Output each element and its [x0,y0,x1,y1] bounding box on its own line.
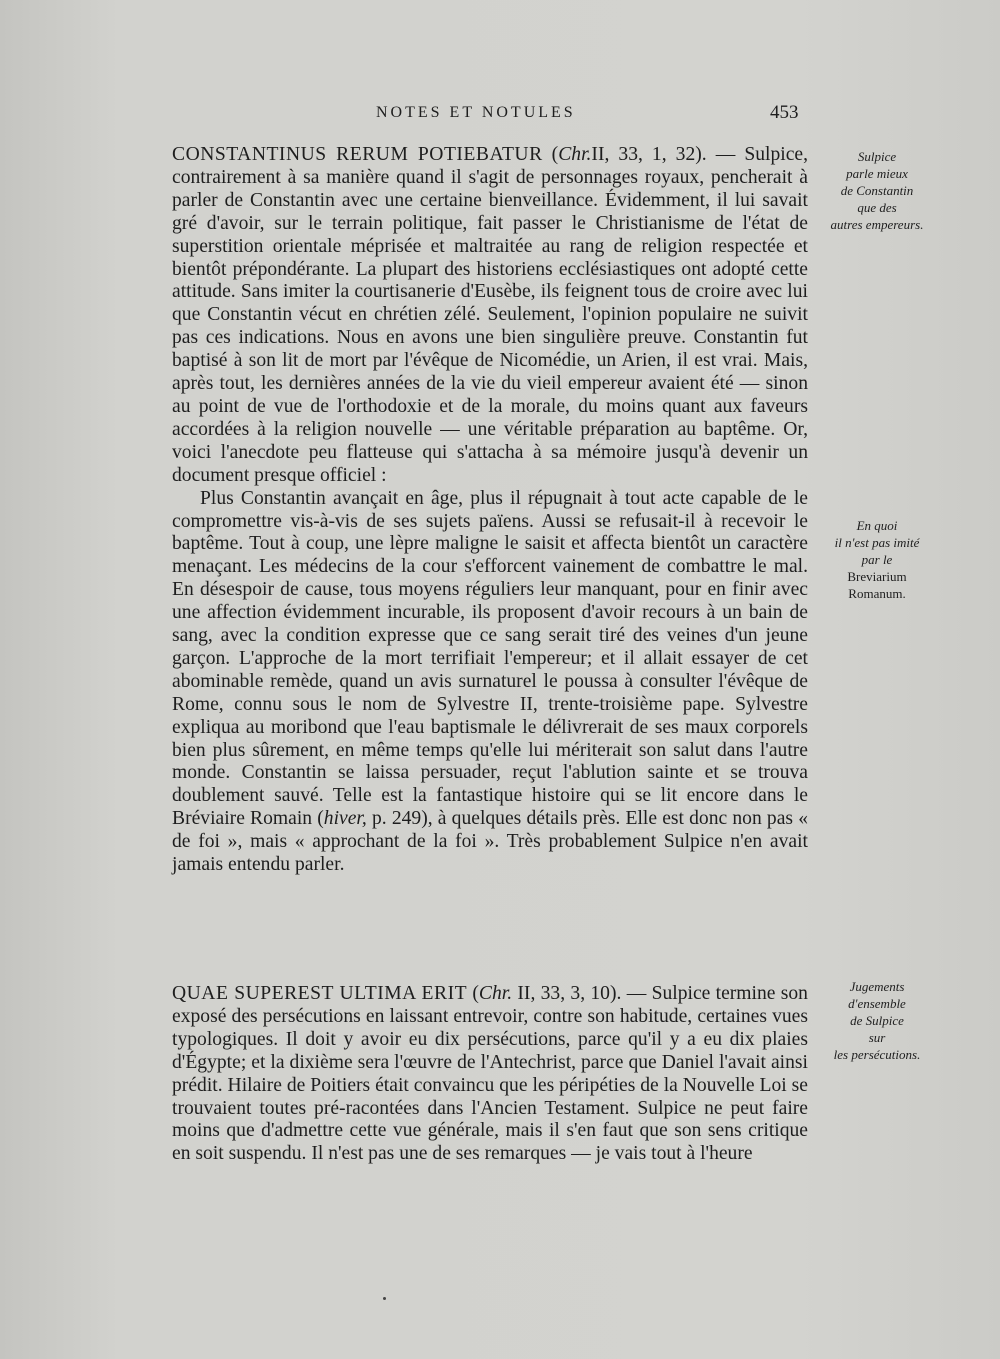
paragraph-text: p. 249), à quelques détails près. Elle est donc non pas « de foi », mais « approchant de la foi ». Très probablement Sulpice n'en avait jamais entendu parler. [172,808,808,876]
ref-abbrev: Chr. [478,983,513,1004]
margin-note-line: Breviarium [847,569,907,584]
margin-note-line: de Sulpice [850,1013,904,1028]
lemma-heading: QUAE SUPEREST ULTIMA ERIT [172,983,468,1004]
margin-note-line: d'ensemble [848,996,906,1011]
ref-abbrev: Chr. [558,144,592,165]
ref-open: ( [467,983,479,1004]
margin-note-sulpice-constantin [812,148,942,233]
margin-note-line: les persécutions. [833,1047,921,1062]
paragraph [172,144,808,488]
margin-note-line: sur [868,1030,886,1045]
paragraph-text: Plus Constantin avançait en âge, plus il répugnait à tout acte capable de le compromettre vis-à-vis de ses sujets païens. Aussi se refusait-il à recevoir le baptême. Tout à coup, une lèpre maligne le saisit et affecta bientôt un caractère menaçant. Les médecins de la cour s'efforcent vainement de combattre le mal. En désespoir de cause, tous moyens réguliers leur manquant, pour en finir avec une affection évidemment incurable, ils proposent d'avoir recours à un bain de sang, avec la condition expresse que ce sang serait tiré des veines d'un jeune garçon. L'approche de la mort terrifiait l'empereur; et il allait essayer de cet abominable remède, quand un avis surnaturel le poussa à consulter l'évêque de Rome, connu sous le nom de Sylvestre II, trente-troisième pape. Sylvestre expliqua au moribond que l'eau baptismale le délivrerait de ses maux corporels bien plus sûrement, en même temps qu'elle lui mériterait son salut dans l'autre monde. Constantin se laissa persuader, reçut l'ablution sainte et se trouva doublement sauvé. Telle est la fantastique histoire qui se lit encore dans le Bréviaire Romain ( [172,487,808,830]
margin-note-line: Jugements [849,979,905,994]
margin-note-line: Sulpice [857,149,897,164]
italic-word: hiver, [323,808,367,830]
margin-note-line: il n'est pas imité [834,535,920,550]
paragraph [172,488,808,877]
paragraph [172,983,808,1166]
margin-note-line: parle mieux [846,166,908,181]
section-constantinus [172,144,808,877]
section-quae-superest [172,983,808,1166]
running-head: NOTES ET NOTULES [376,104,576,121]
paragraph-text: II, 33, 1, 32). — Sulpice, contrairement à sa manière quand il s'agit de personnages royaux, pencherait à parler de Constantin avec une certaine bienveillance. Évidemment, il lui savait gré d'avoir, sur le terrain politique, fait passer le Christianisme de l'état de superstition orientale méprisée et maltraitée au rang de religion respectée et bientôt prépondérante. La plupart des historiens ecclésiastiques ont adopté cette attitude. Sans imiter la courtisanerie d'Eusèbe, ils feignent tous de croire avec lui que Constantin vécut en chrétien zélé. Seulement, l'opinion populaire ne suivit pas ces indications. Nous en avons une bien singulière preuve. Constantin fut baptisé à son lit de mort par l'évêque de Nicomédie, un Arien, il est vrai. Mais, après tout, les dernières années de la vie du vieil empereur avaient été — sinon au point de vue de l'orthodoxie et de la morale, du moins quant aux faveurs accordées à la religion nouvelle — une véritable préparation au baptême. Or, voici l'anecdote peu flatteuse qui s'attacha à sa mémoire jusqu'à devenir un document presque officiel : [172,144,808,486]
margin-note-line: En quoi [856,518,898,533]
margin-note-line: de Constantin [840,183,914,198]
paragraph-text: II, 33, 3, 10). — Sulpice termine son exposé des persécutions en laissant entrevoir, contre son habitude, certaines vues typologiques. Il doit y avoir eu dix persécutions, parce qu'il y a eu dix plaies d'Égypte; et la dixième sera l'œuvre de l'Antechrist, parce que Daniel l'avait ainsi prédit. Hilaire de Poitiers était convaincu que les péripéties de la Nouvelle Loi se trouvaient toutes pré-racontées dans l'Ancien Testament. Sulpice ne peut faire moins que d'admettre cette vue générale, mais il s'en faut que son sens critique en soit suspendu. Il n'est pas une de ses remarques — je vais tout à l'heure [172,983,808,1165]
margin-note-persecutions [812,978,942,1063]
margin-note-line: par le [861,552,893,567]
lemma-heading: CONSTANTINUS RERUM POTIEBATUR [172,144,543,165]
page-number: 453 [770,102,799,123]
margin-note-line: Romanum. [848,586,906,601]
print-speck [383,1297,386,1300]
margin-note-line: autres empereurs. [830,217,924,232]
margin-note-line: que des [857,200,897,215]
ref-open: ( [542,144,559,165]
margin-note-breviarium [812,517,942,602]
